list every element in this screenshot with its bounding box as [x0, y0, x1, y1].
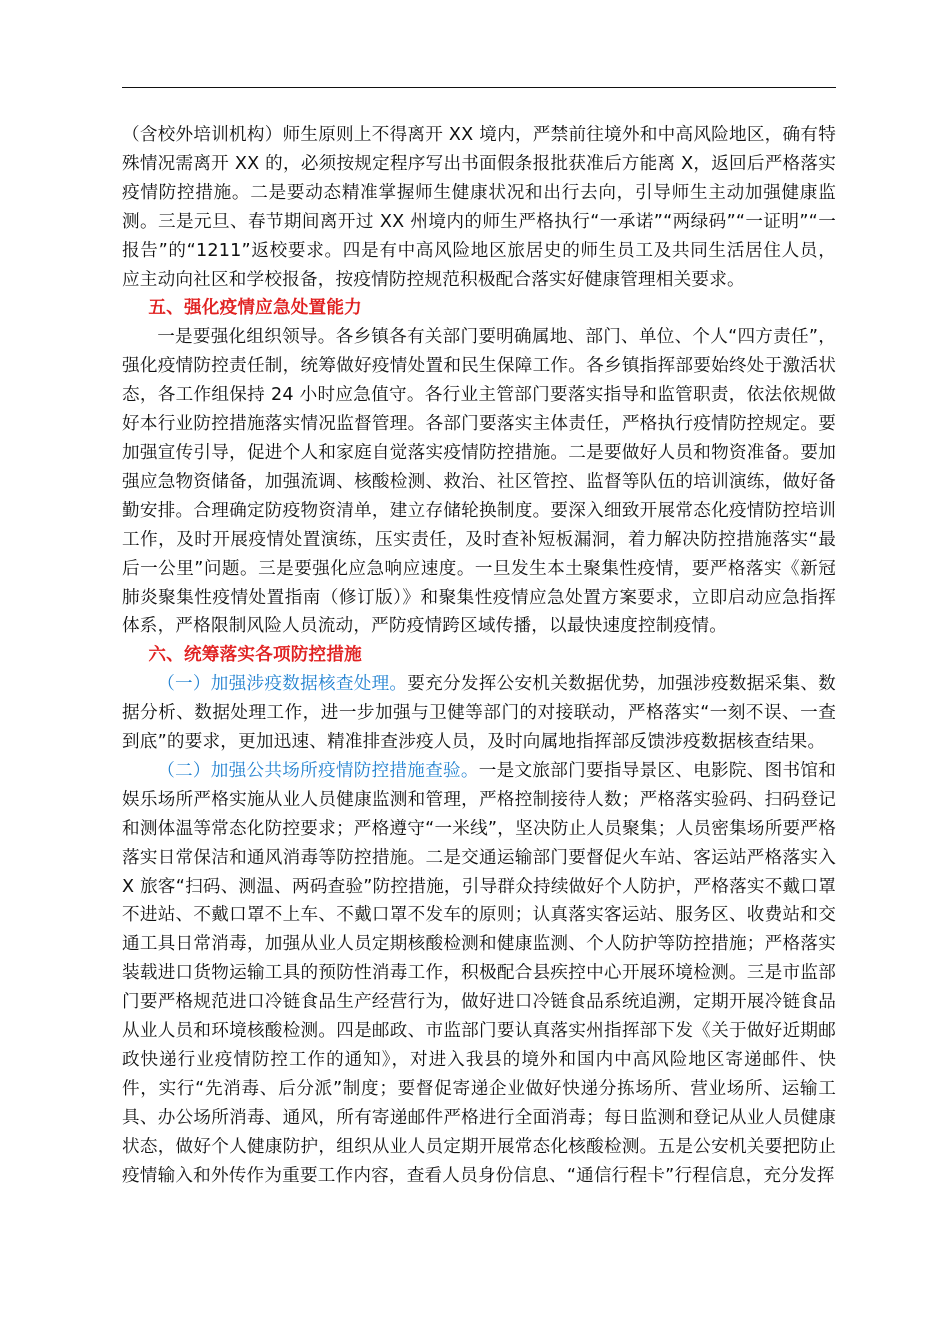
sub-paragraph-text-2: 一是文旅部门要指导景区、电影院、图书馆和娱乐场所严格实施从业人员健康监测和管理，严格控制接待人数；严格落实验码、扫码登记和测体温等常态化防控要求；严格遵守“一米线”，坚决防止人员聚集；人员密集场所要严格落实日常保洁和通风消毒等防控措施。二是交通运输部门要督促火车站、客运站严格落实入 X 旅客“扫码、测温、两码查验”防控措施，引导群众持续做好个人防护，严格落实不戴口罩不进站、不戴口罩不上车、不戴口罩不发车的原则；认真落实客运站、服务区、收费站和交通工具日常消毒，加强从业人员定期核酸检测和健康监测、个人防护等防控措施；严格落实装载进口货物运输工具的预防性消毒工作，积极配合县疾控中心开展环境检测。三是市监部门要严格规范进口冷链食品生产经营行为，做好进口冷链食品系统追溯，定期开展冷链食品从业人员和环境核酸检测。四是邮政、市监部门要认真落实州指挥部下发《关于做好近期邮政快递行业疫情防控工作的通知》，对进入我县的境外和国内中高风险地区寄递邮件、快件，实行“先消毒、后分派”制度；要督促寄递企业做好快递分拣场所、营业场所、运输工具、办公场所消毒、通风，所有寄递邮件严格进行全面消毒；每日监测和登记从业人员健康状态，做好个人健康防护，组织从业人员定期开展常态化核酸检测。五是公安机关要把防止疫情输入和外传作为重要工作内容，查看人员身份信息、“通信行程卡”行程信息，充分发挥	[122, 760, 836, 1186]
section-heading-5: 五、强化疫情应急处置能力	[148, 298, 362, 319]
sub-heading-2: （二）加强公共场所疫情防控措施查验。	[157, 760, 479, 781]
paragraph-continuation: （含校外培训机构）师生原则上不得离开 XX 境内，严禁前往境外和中高风险地区，确有特殊情况需离开 XX 的，必须按规定程序写出书面假条报批获准后方能离 X，返回后严格落实疫情防控措施。二是要动态精准掌握师生健康状况和出行去向，引导师生主动加强健康监测。三是元旦、春节期间离开过 XX 州境内的师生严格执行“一承诺”“两绿码”“一证明”“一报告”的“1211”返校要求。四是有中高风险地区旅居史的师生员工及共同生活居住人员，应主动向社区和学校报备，按疫情防控规范积极配合落实好健康管理相关要求。	[122, 125, 836, 290]
paragraph-data-verification	[122, 670, 836, 757]
header-rule	[122, 87, 836, 88]
sub-heading-1: （一）加强涉疫数据核查处理。	[157, 674, 408, 695]
document-body	[122, 121, 836, 1191]
section-heading-6: 六、统筹落实各项防控措施	[148, 645, 362, 666]
paragraph-emergency-response: 一是要强化组织领导。各乡镇各有关部门要明确属地、部门、单位、个人“四方责任”，强化疫情防控责任制，统筹做好疫情处置和民生保障工作。各乡镇指挥部要始终处于激活状态，各工作组保持 24 小时应急值守。各行业主管部门要落实指导和监管职责，依法依规做好本行业防控措施落实情况监督管理。各部门要落实主体责任，严格执行疫情防控规定。要加强宣传引导，促进个人和家庭自觉落实疫情防控措施。二是要做好人员和物资准备。要加强应急物资储备，加强流调、核酸检测、救治、社区管控、监督等队伍的培训演练，做好备勤安排。合理确定防疫物资清单，建立存储轮换制度。要深入细致开展常态化疫情防控培训工作，及时开展疫情处置演练，压实责任，及时查补短板漏洞，着力解决防控措施落实“最后一公里”问题。三是要强化应急响应速度。一旦发生本土聚集性疫情，要严格落实《新冠肺炎聚集性疫情处置指南（修订版）》和聚集性疫情应急处置方案要求，立即启动应急指挥体系，严格限制风险人员流动，严防疫情跨区域传播，以最快速度控制疫情。	[122, 327, 836, 637]
paragraph-public-places	[122, 757, 836, 1191]
sub-paragraph-text-1: 要充分发挥公安机关数据优势，加强涉疫数据采集、数据分析、数据处理工作，进一步加强与卫健等部门的对接联动，严格落实“一刻不误、一查到底”的要求，更加迅速、精准排查涉疫人员，及时向属地指挥部反馈涉疫数据核查结果。	[122, 674, 836, 753]
